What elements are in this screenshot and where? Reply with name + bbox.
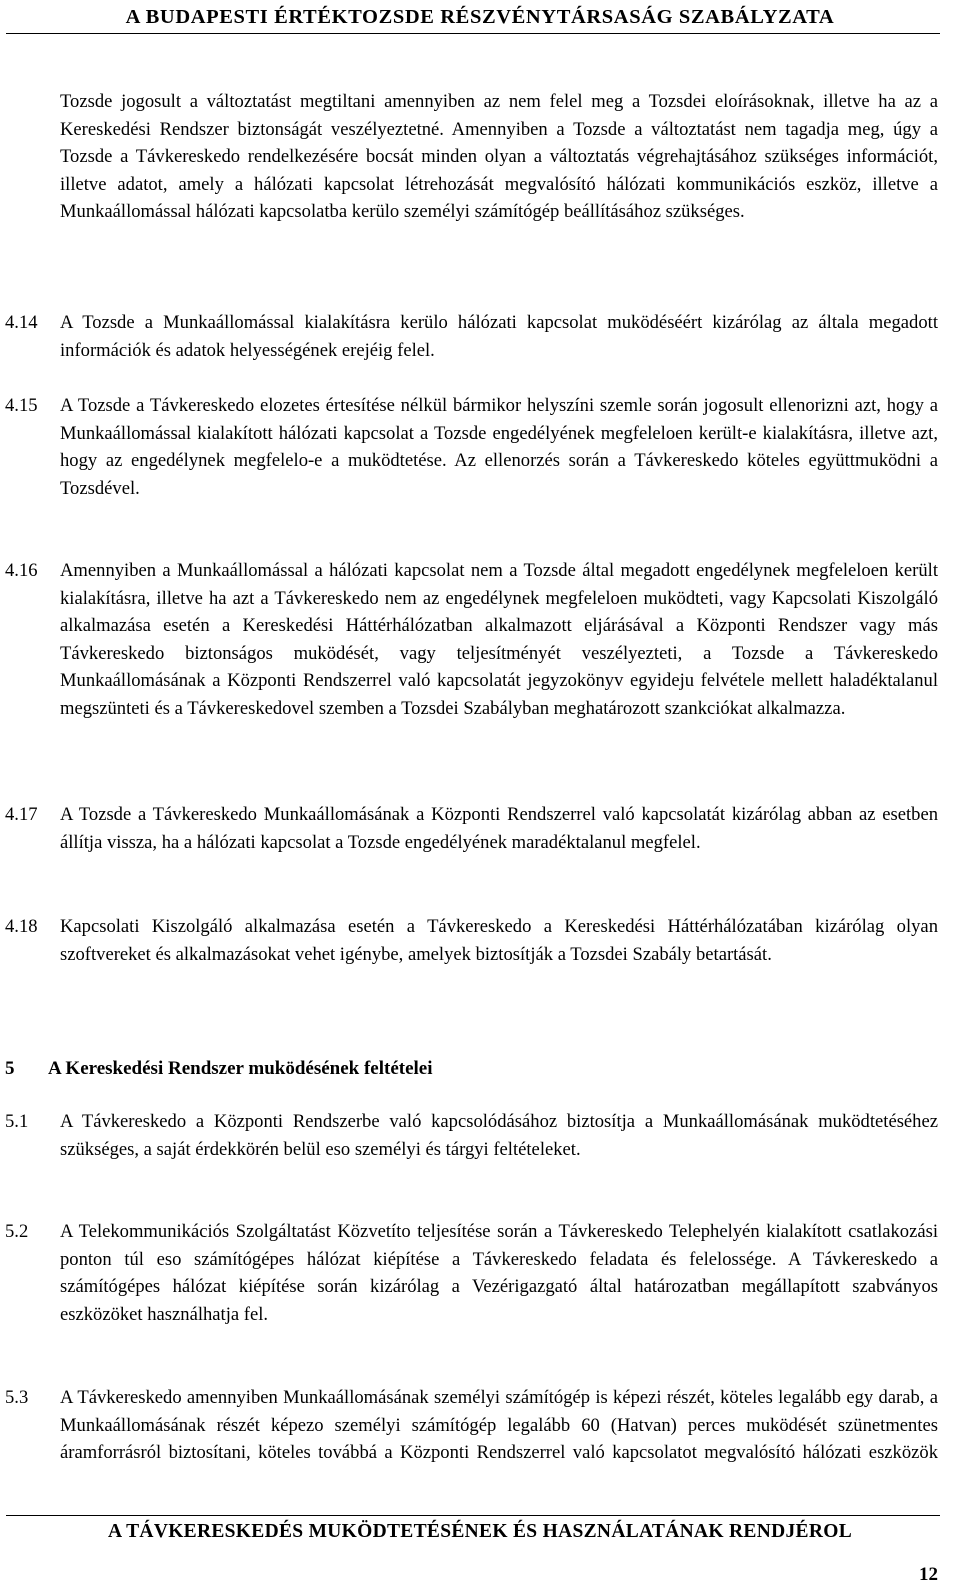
paragraph-number: 5.3	[5, 1387, 29, 1408]
page-number: 12	[919, 1564, 938, 1585]
section-number: 5	[5, 1058, 15, 1079]
footer-divider	[6, 1515, 940, 1516]
paragraph-text: Amennyiben a Munkaállomással a hálózati kapcsolat nem a Tozsde által megadott engedélynek megfeleloen került kialakításra, illetve ha azt a Távkereskedo nem az engedélynek megfeleloen muködteti, vagy Kapcsolati Kiszolgáló alkalmazása esetén a Kereskedési Háttérhálózatban alkalmazott eljárásával a Központi Rendszer vagy más Távkereskedo biztonságos muködését, vagy teljesítményét veszélyezteti, a Tozsde a Távkereskedo Munkaállomásának a Központi Rendszerrel való kapcsolatát jegyzokönyv egyideju felvétele mellett haladéktalanul megszünteti és a Távkereskedovel szemben a Tozsdei Szabályban meghatározott szankciókat alkalmazza.	[60, 560, 938, 719]
paragraph-text: A Tozsde a Munkaállomással kialakításra kerülo hálózati kapcsolat muködéséért kizárólag az általa megadott információk és adatok helyességének erejéig felel.	[60, 312, 938, 361]
paragraph-number: 4.18	[5, 916, 38, 937]
header-divider	[6, 33, 940, 34]
paragraph-text: A Távkereskedo amennyiben Munkaállomásának személyi számítógép is képezi részét, köteles legalább egy darab, a Munkaállomásának részét képezo személyi számítógép legalább 60 (Hatvan) perces muködését szünetmentes áramforrásról biztosítani, köteles továbbá a Központi Rendszerrel való kapcsolatot megvalósító hálózati eszközök	[60, 1387, 938, 1464]
header-title: A BUDAPESTI ÉRTÉKTOZSDE RÉSZVÉNYTÁRSASÁG SZABÁLYZATA	[125, 6, 835, 28]
paragraph-number: 5.2	[5, 1221, 29, 1242]
footer-title: A TÁVKERESKEDÉS MUKÖDTETÉSÉNEK ÉS HASZNÁLATÁNAK RENDJÉROL	[108, 1521, 852, 1542]
paragraph-text: A Távkereskedo a Központi Rendszerbe való kapcsolódásához biztosítja a Munkaállomásának muködtetéséhez szükséges, a saját érdekkörén belül eso személyi és tárgyi feltételeket.	[60, 1111, 938, 1160]
section-heading	[5, 1055, 433, 1082]
paragraph-number: 4.16	[5, 560, 38, 581]
paragraph-continuation: Tozsde jogosult a változtatást megtiltani amennyiben az nem felel meg a Tozsdei eloírásoknak, illetve ha az a Kereskedési Rendszer biztonságát veszélyeztetné. Amennyiben a Tozsde a változtatást nem tagadja meg, úgy a Tozsde a Távkereskedo rendelkezésére bocsát minden olyan a változtatás végrehajtásához szükséges információt, illetve adatot, amely a hálózati kapcsolat létrehozását megvalósító hálózati kommunikációs eszköz, illetve a Munkaállomással hálózati kapcsolatba kerülo személyi számítógép beállításához szükséges.	[60, 91, 938, 223]
paragraph-text: A Tozsde a Távkereskedo elozetes értesítése nélkül bármikor helyszíni szemle során jogosult ellenorizni azt, hogy a Munkaállomással kialakított hálózati kapcsolat a Tozsde engedélyének megfeleloen került-e kialakításra, illetve azt, hogy az engedélynek megfelelo-e a muködtetése. Az ellenorzés során a Távkereskedo köteles együttmuködni a Tozsdével.	[60, 395, 938, 499]
paragraph-text: Kapcsolati Kiszolgáló alkalmazása esetén a Távkereskedo a Kereskedési Háttérhálózatában kizárólag olyan szoftvereket és alkalmazásokat vehet igénybe, amelyek biztosítják a Tozsdei Szabály betartását.	[60, 916, 938, 965]
paragraph-number: 4.14	[5, 312, 38, 333]
paragraph-number: 4.17	[5, 804, 38, 825]
section-title: A Kereskedési Rendszer muködésének feltételei	[48, 1058, 433, 1079]
paragraph-text: A Tozsde a Távkereskedo Munkaállomásának a Központi Rendszerrel való kapcsolatát kizárólag abban az esetben állítja vissza, ha a hálózati kapcsolat a Tozsde engedélyének maradéktalanul megfelel.	[60, 804, 938, 853]
page-header	[0, 0, 960, 36]
paragraph-number: 4.15	[5, 395, 38, 416]
paragraph-text: A Telekommunikációs Szolgáltatást Közvetíto teljesítése során a Távkereskedo Telephelyén kialakított csatlakozási ponton túl eso számítógépes hálózat kiépítése a Távkereskedo feladata és felelossége. A Távkereskedo a számítógépes hálózat kiépítése során kizárólag a Vezérigazgató által határozatban megállapított szabványos eszközöket használhatja fel.	[60, 1221, 938, 1325]
paragraph-number: 5.1	[5, 1111, 29, 1132]
